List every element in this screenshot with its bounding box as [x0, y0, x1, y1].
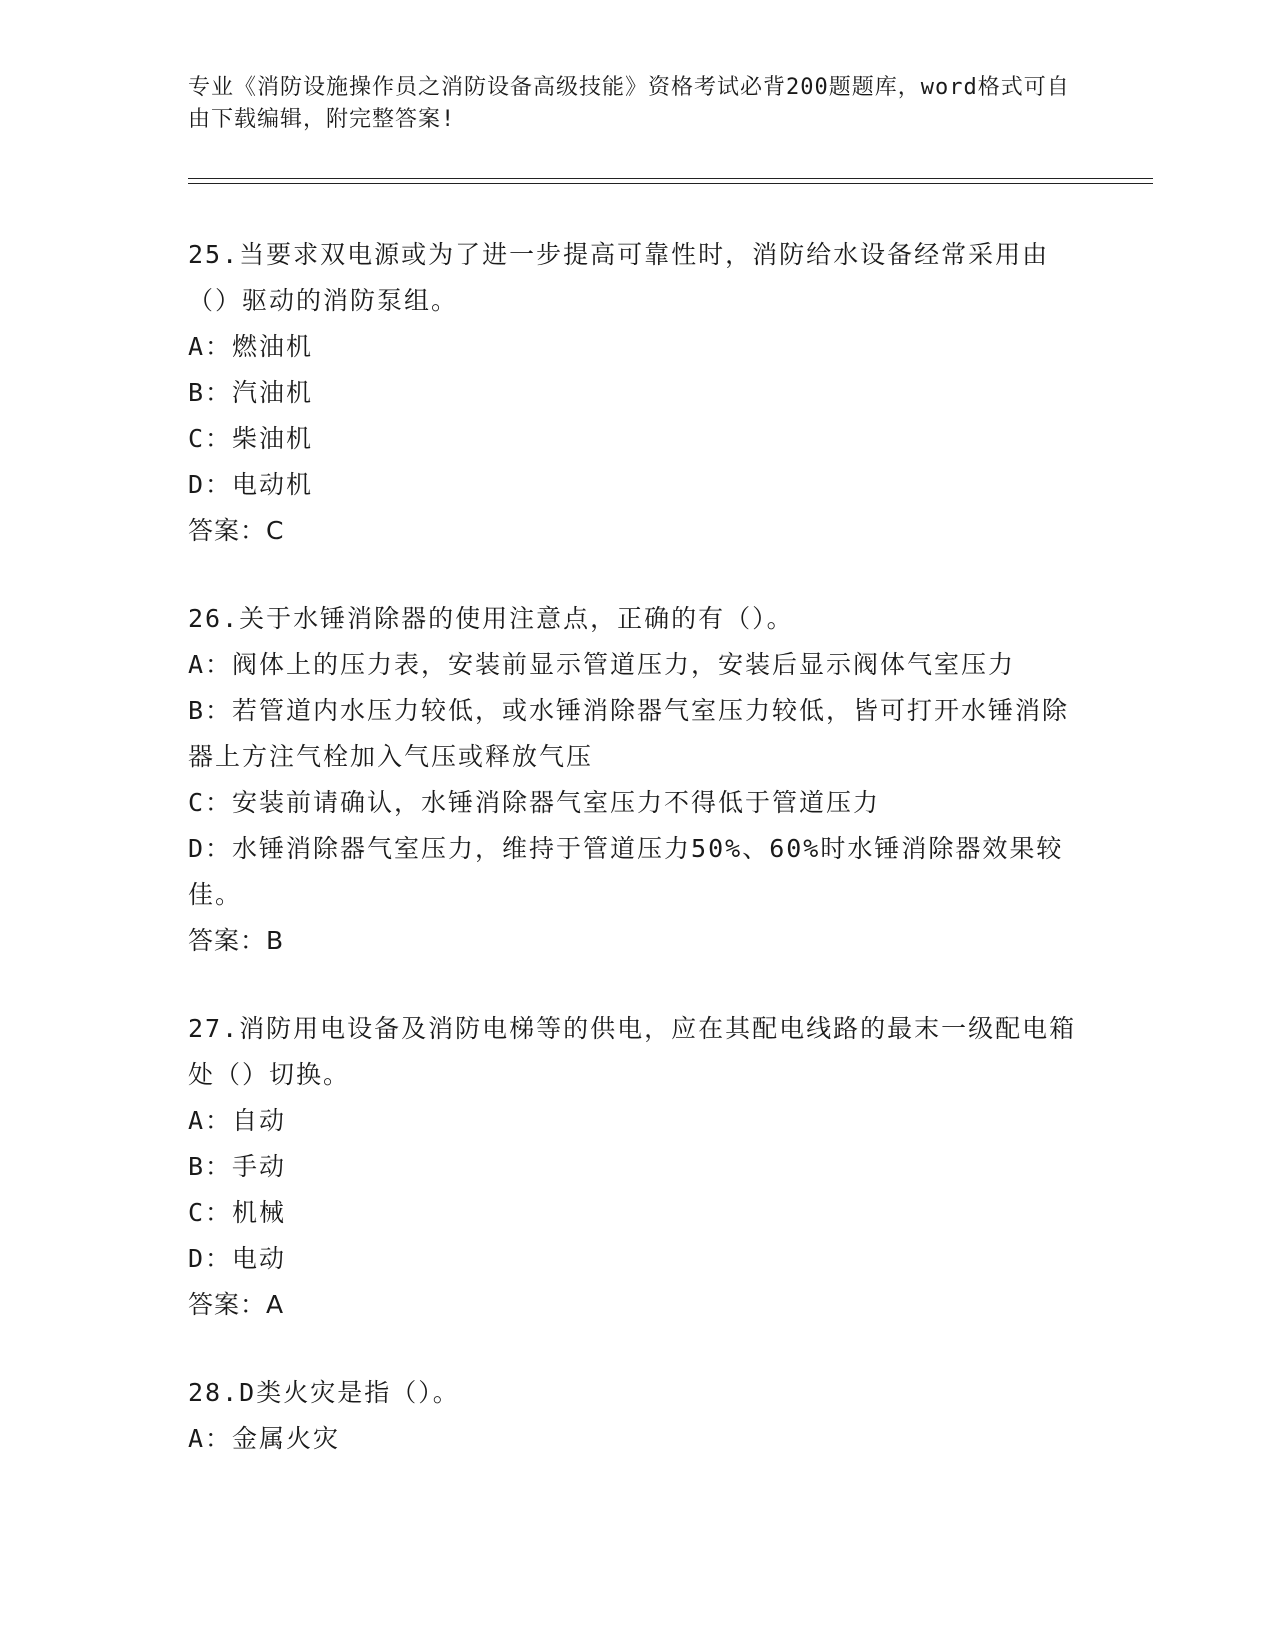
question-26: [188, 596, 1088, 964]
question-text: 25.当要求双电源或为了进一步提高可靠性时，消防给水设备经常采用由（）驱动的消防泵组。: [188, 240, 1050, 315]
option-a: A：燃油机: [188, 332, 314, 361]
option-d: D：电动: [188, 1244, 287, 1273]
header-divider-bottom: [188, 183, 1153, 184]
question-27: [188, 1006, 1088, 1328]
question-text: 28.D类火灾是指（）。: [188, 1378, 460, 1407]
header-divider-top: [188, 178, 1153, 179]
question-text: 27.消防用电设备及消防电梯等的供电，应在其配电线路的最末一级配电箱处（）切换。: [188, 1014, 1077, 1089]
question-25: [188, 232, 1088, 554]
option-d: D：水锤消除器气室压力，维持于管道压力50%、60%时水锤消除器效果较佳。: [188, 834, 1064, 909]
option-a: A：金属火灾: [188, 1424, 341, 1453]
option-b: B：若管道内水压力较低，或水锤消除器气室压力较低，皆可打开水锤消除器上方注气栓加入气压或释放气压: [188, 696, 1070, 771]
question-text: 26.关于水锤消除器的使用注意点，正确的有（）。: [188, 604, 794, 633]
question-list: [188, 232, 1088, 1504]
option-c: C：柴油机: [188, 424, 314, 453]
document-header: 专业《消防设施操作员之消防设备高级技能》资格考试必背200题题库，word格式可自由下载编辑，附完整答案!: [188, 75, 1070, 132]
option-b: B：手动: [188, 1152, 287, 1181]
option-a: A：阀体上的压力表，安装前显示管道压力，安装后显示阀体气室压力: [188, 650, 1016, 679]
option-d: D：电动机: [188, 470, 314, 499]
answer: 答案：A: [188, 1290, 285, 1319]
option-c: C：机械: [188, 1198, 287, 1227]
answer: 答案：B: [188, 926, 285, 955]
option-c: C：安装前请确认，水锤消除器气室压力不得低于管道压力: [188, 788, 881, 817]
option-b: B：汽油机: [188, 378, 314, 407]
answer: 答案：C: [188, 516, 285, 545]
option-a: A：自动: [188, 1106, 287, 1135]
question-28: [188, 1370, 1088, 1462]
